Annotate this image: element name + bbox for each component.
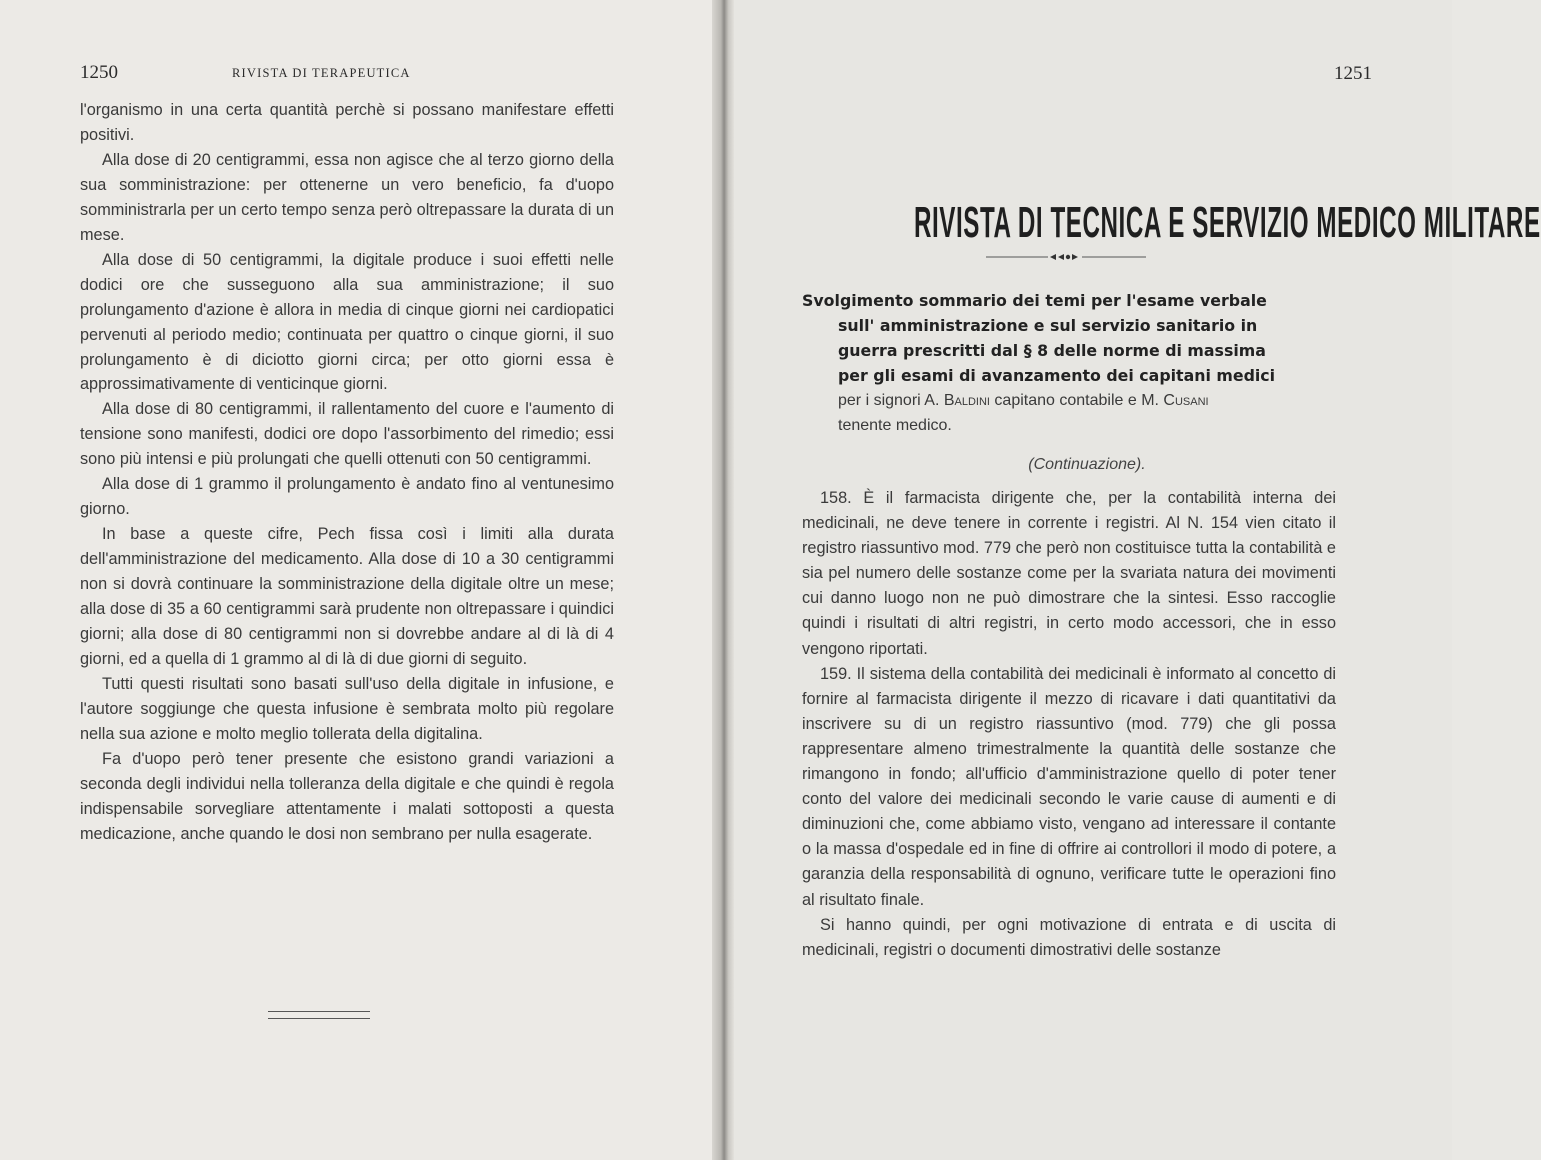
paragraph: Fa d'uopo però tener presente che esistono grandi variazioni a seconda degli individui nella tolleranza della digitale e che quindi è regola indispensabile sorvegliare attentamente i malati sottoposti a questa medicazione, anche quando le dosi non sembrano per nulla esagerate. — [80, 749, 614, 843]
article-title-line: per gli esami di avanzamento dei capitani medici — [838, 366, 1276, 385]
authors-text: tenente medico. — [838, 417, 952, 434]
page-number: 1250 — [80, 62, 118, 83]
right-page — [722, 0, 1541, 1160]
authors-text: capitano contabile e M. — [989, 392, 1164, 409]
article-title — [802, 288, 1336, 388]
paragraph: In base a queste cifre, Pech fissa così i limiti alla durata dell'amministrazione del medicamento. Alla dose di 10 a 30 centigrammi non si dovrà continuare la somministrazione della digitale oltre un mese; alla dose di 35 a 60 centigrammi sarà prudente non oltrepassare i quindici giorni; alla dose di 80 centigrammi non si dovrebbe andare al di là di 4 giorni, ed a quella di 1 grammo al di là di due giorni di seguito. — [80, 525, 614, 668]
authors-text: per i signori A. — [838, 392, 944, 409]
book-gutter — [712, 0, 734, 1160]
paragraph: Si hanno quindi, per ogni motivazione di entrata e di uscita di medicinali, registri o documenti dimostrativi delle sostanze — [802, 915, 1336, 959]
ornament-divider-icon — [986, 252, 1146, 262]
author-name: Baldini — [943, 392, 990, 409]
article-title-line: guerra prescritti dal § 8 delle norme di massima — [838, 341, 1266, 360]
paragraph: Alla dose di 1 grammo il prolungamento è andato fino al ventunesimo giorno. — [80, 475, 614, 519]
page-number: 1251 — [1334, 63, 1372, 84]
author-name: Cusani — [1163, 392, 1209, 409]
right-body-text — [802, 486, 1336, 963]
article-title-line: sull' amministrazione e sul servizio sanitario in — [838, 316, 1258, 335]
paragraph: l'organismo in una certa quantità perchè si possano manifestare effetti positivi. — [80, 101, 614, 144]
paragraph: Alla dose di 50 centigrammi, la digitale produce i suoi effetti nelle dodici ore che susseguono alla sua amministrazione; il suo prolungamento d'azione è allora in media di cinque giorni nei cardiopatici pervenuti al periodo medio; continuata per quattro o cinque giorni, il suo prolungamento è di diciotto giorni circa; per otto giorni essa è approssimativamente di venticinque giorni. — [80, 250, 614, 394]
left-body-text — [80, 98, 614, 847]
paragraph: Tutti questi risultati sono basati sull'uso della digitale in infusione, e l'autore soggiunge che questa infusione è sembrata molto più regolare nella sua azione e molto meglio tollerata della digitalina. — [80, 674, 614, 743]
paragraph: Alla dose di 80 centigrammi, il rallentamento del cuore e l'aumento di tensione sono manifesti, dodici ore dopo l'assorbimento del rimedio; essi sono più intensi e più prolungati che quelli ottenuti con 50 centigrammi. — [80, 400, 614, 469]
continuation-note: (Continuazione). — [1028, 456, 1146, 473]
paragraph: 158. È il farmacista dirigente che, per la contabilità interna dei medicinali, ne deve tenere in corrente i registri. Al N. 154 vien citato il registro riassuntivo mod. 779 che però non costituisce tutta la contabilità e sia pel numero delle sostanze come per la svariata natura dei movimenti cui danno luogo non ne può dimostrare che la sintesi. Esso raccoglie quindi i risultati di altri registri, in certo modo accessori, che in esso vengono riportati. — [802, 489, 1336, 658]
article-authors — [838, 388, 1336, 438]
journal-section-title: RIVISTA DI TECNICA E SERVIZIO MEDICO MILITARE — [914, 198, 1541, 247]
article-title-line: Svolgimento sommario dei temi per l'esame verbale — [802, 291, 1267, 310]
paragraph: Alla dose di 20 centigrammi, essa non agisce che al terzo giorno della sua somministrazione: per ottenerne un vero beneficio, fa d'uopo somministrarla per un certo tempo senza però oltrepassare la durata di un mese. — [80, 150, 614, 244]
left-page — [0, 0, 722, 1160]
left-page-header — [80, 58, 650, 88]
paragraph: 159. Il sistema della contabilità dei medicinali è informato al concetto di fornire al farmacista dirigente il mezzo di ricavare i dati quantitativi da inscrivere su di un registro riassuntivo (mod. 779) che gli possa rappresentare almeno trimestralmente la quantità delle sostanze che rimangono in fondo; all'ufficio d'amministrazione quello di poter tener conto del valore dei medicinali secondo le varie cause di aumenti e di diminuzioni che, come abbiamo visto, vengano ad interessare il contante o la massa d'ospedale ed in fine di offrire ai controllori il modo di potere, a garanzia della responsabilità di ognuno, verificare tutte le operazioni fino al risultato finale. — [802, 664, 1336, 909]
running-title: RIVISTA DI TERAPEUTICA — [232, 66, 411, 80]
end-rule — [268, 1011, 370, 1019]
